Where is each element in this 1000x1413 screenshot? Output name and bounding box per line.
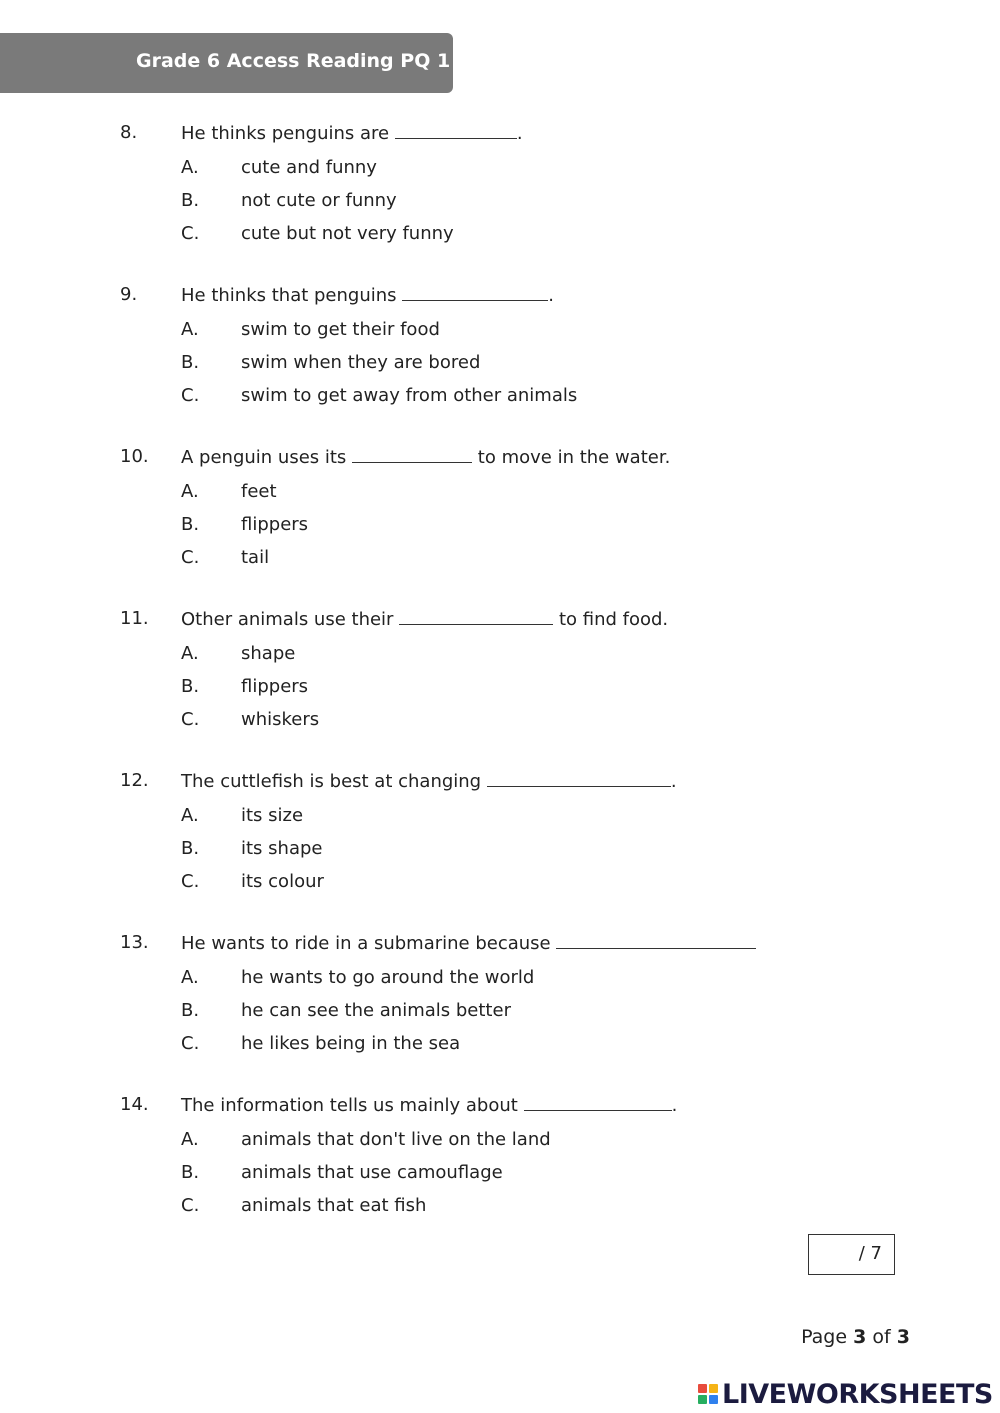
question-number: 12. [120, 770, 149, 791]
answer-option[interactable] [120, 151, 860, 184]
option-letter: A. [181, 157, 199, 178]
liveworksheets-brand[interactable] [698, 1378, 993, 1410]
question-stem: A penguin uses its [181, 447, 347, 468]
option-text: animals that don't live on the land [241, 1129, 551, 1150]
option-letter: A. [181, 805, 199, 826]
option-letter: B. [181, 1162, 200, 1183]
question [120, 118, 860, 250]
logo-square [698, 1384, 707, 1393]
answer-option[interactable] [120, 541, 860, 574]
option-text: feet [241, 481, 277, 502]
answer-option[interactable] [120, 799, 860, 832]
question [120, 1090, 860, 1222]
question-tail: . [516, 123, 523, 144]
answer-option[interactable] [120, 865, 860, 898]
option-letter: C. [181, 385, 200, 406]
option-letter: B. [181, 352, 200, 373]
option-letter: A. [181, 643, 199, 664]
answer-option[interactable] [120, 1156, 860, 1189]
answer-option[interactable] [120, 313, 860, 346]
question-text [181, 442, 670, 473]
answer-option[interactable] [120, 637, 860, 670]
question-text [181, 1090, 677, 1121]
question-text [181, 280, 554, 311]
answer-option[interactable] [120, 346, 860, 379]
question-text [181, 928, 756, 959]
question [120, 766, 860, 898]
of-word: of [872, 1326, 891, 1348]
question-text [181, 118, 523, 149]
worksheet-title-tab [0, 33, 453, 93]
option-letter: B. [181, 838, 200, 859]
option-text: animals that use camouflage [241, 1162, 503, 1183]
option-text: swim to get away from other animals [241, 385, 578, 406]
score-box [808, 1234, 895, 1275]
option-text: flippers [241, 514, 309, 535]
option-text: shape [241, 643, 296, 664]
answer-option[interactable] [120, 475, 860, 508]
option-text: whiskers [241, 709, 320, 730]
option-letter: C. [181, 1195, 200, 1216]
option-text: he can see the animals better [241, 1000, 511, 1021]
question [120, 280, 860, 412]
question-number: 8. [120, 122, 138, 143]
answer-blank [395, 118, 517, 139]
brand-name: LIVEWORKSHEETS [722, 1378, 993, 1410]
question-list [120, 118, 860, 1252]
liveworksheets-logo-icon [698, 1384, 718, 1404]
option-text: animals that eat fish [241, 1195, 427, 1216]
answer-option[interactable] [120, 217, 860, 250]
option-letter: B. [181, 676, 200, 697]
question [120, 604, 860, 736]
option-text: its shape [241, 838, 323, 859]
answer-option[interactable] [120, 670, 860, 703]
question-tail: to find food. [558, 609, 669, 630]
option-letter: C. [181, 223, 200, 244]
answer-option[interactable] [120, 1123, 860, 1156]
answer-option[interactable] [120, 1027, 860, 1060]
answer-option[interactable] [120, 961, 860, 994]
question-text [181, 766, 677, 797]
option-letter: A. [181, 1129, 199, 1150]
answer-blank [556, 928, 756, 949]
answer-option[interactable] [120, 508, 860, 541]
question-stem: He wants to ride in a submarine because [181, 933, 551, 954]
question-number: 9. [120, 284, 138, 305]
option-letter: B. [181, 190, 200, 211]
answer-option[interactable] [120, 703, 860, 736]
answer-blank [399, 604, 553, 625]
current-page: 3 [853, 1326, 867, 1348]
option-text: he likes being in the sea [241, 1033, 461, 1054]
logo-square [698, 1395, 707, 1404]
question [120, 928, 860, 1060]
option-text: tail [241, 547, 270, 568]
answer-option[interactable] [120, 1189, 860, 1222]
option-letter: C. [181, 709, 200, 730]
option-text: its size [241, 805, 304, 826]
option-letter: A. [181, 481, 199, 502]
question-tail: to move in the water. [477, 447, 671, 468]
question-stem: The information tells us mainly about [181, 1095, 518, 1116]
answer-option[interactable] [120, 379, 860, 412]
question-number: 10. [120, 446, 149, 467]
question-tail: . [671, 1095, 678, 1116]
question-stem: Other animals use their [181, 609, 394, 630]
question-stem: The cuttlefish is best at changing [181, 771, 482, 792]
answer-blank [487, 766, 671, 787]
option-letter: C. [181, 871, 200, 892]
option-text: swim when they are bored [241, 352, 481, 373]
option-letter: B. [181, 514, 200, 535]
question-number: 11. [120, 608, 149, 629]
option-text: cute but not very funny [241, 223, 454, 244]
total-pages: 3 [896, 1326, 910, 1348]
question-number: 14. [120, 1094, 149, 1115]
question-number: 13. [120, 932, 149, 953]
answer-blank [402, 280, 548, 301]
option-letter: B. [181, 1000, 200, 1021]
option-text: swim to get their food [241, 319, 440, 340]
option-text: its colour [241, 871, 324, 892]
option-letter: A. [181, 967, 199, 988]
page-number [801, 1322, 910, 1352]
question-text [181, 604, 668, 635]
worksheet-title: Grade 6 Access Reading PQ 1 [136, 50, 451, 72]
logo-square [709, 1384, 718, 1393]
question-tail: . [548, 285, 555, 306]
question-stem: He thinks that penguins [181, 285, 397, 306]
option-text: he wants to go around the world [241, 967, 535, 988]
question [120, 442, 860, 574]
option-text: flippers [241, 676, 309, 697]
score-total: / 7 [858, 1243, 882, 1264]
page-word: Page [801, 1326, 848, 1348]
answer-option[interactable] [120, 832, 860, 865]
question-stem: He thinks penguins are [181, 123, 390, 144]
answer-option[interactable] [120, 184, 860, 217]
question-tail: . [670, 771, 677, 792]
answer-blank [524, 1090, 672, 1111]
answer-blank [352, 442, 472, 463]
option-text: not cute or funny [241, 190, 397, 211]
option-text: cute and funny [241, 157, 377, 178]
option-letter: C. [181, 1033, 200, 1054]
option-letter: C. [181, 547, 200, 568]
answer-option[interactable] [120, 994, 860, 1027]
option-letter: A. [181, 319, 199, 340]
logo-square [709, 1395, 718, 1404]
